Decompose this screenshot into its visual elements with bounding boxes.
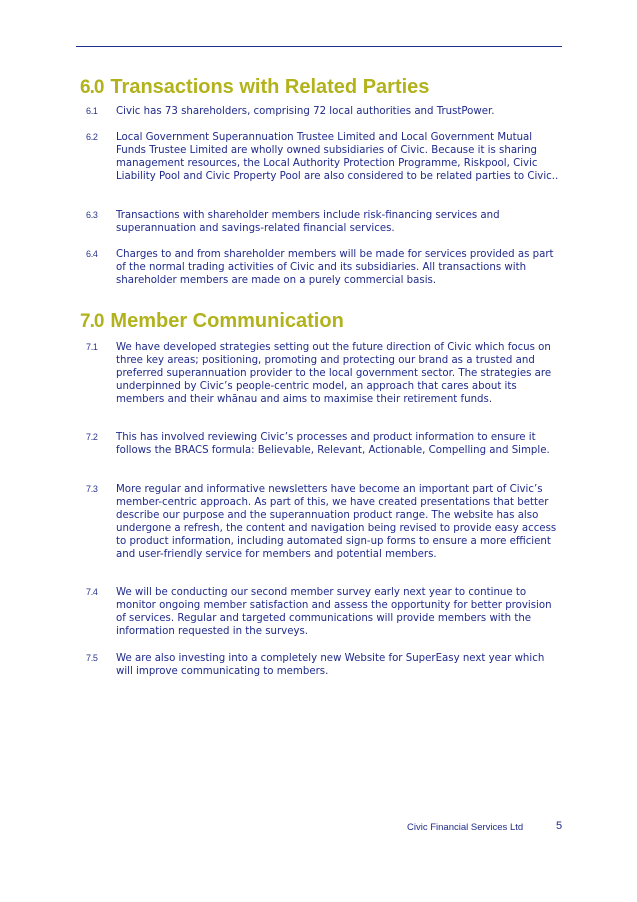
- paragraph-number: 7.3: [86, 484, 98, 494]
- footer-organisation: Civic Financial Services Ltd: [407, 822, 524, 833]
- paragraph-text: Local Government Superannuation Trustee Limited and Local Government Mutual Funds Trustee Limited are wholly owned subsidiaries of Civic. Because it is sharing management resources, the Local Authority Protection Programme, Riskpool, Civic Liability Pool and Civic Property Pool are also considered to be related parties to Civic..: [116, 132, 559, 182]
- paragraph-text: This has involved reviewing Civic’s processes and product information to ensure it follows the BRACS formula: Believable, Relevant, Actionable, Compelling and Simple.: [116, 432, 550, 456]
- page-number: 5: [556, 820, 563, 832]
- paragraph-number: 6.1: [86, 106, 98, 116]
- section-title: Member Communication: [110, 310, 344, 332]
- section-heading: [80, 310, 344, 333]
- paragraph-text: We have developed strategies setting out the future direction of Civic which focus on three key areas; positioning, promoting and protecting our brand as a trusted and preferred superannuation provider to the local government sector. The strategies are underpinned by Civic’s people-centric model, an approach that cares about its members and their whānau and aims to maximise their retirement funds.: [116, 342, 552, 405]
- paragraph-number: 7.1: [86, 342, 98, 352]
- paragraph-text: We will be conducting our second member survey early next year to continue to monitor ongoing member satisfaction and assess the opportunity for better provision of services. Regular and targeted communications will provide members with the information requested in the surveys.: [116, 587, 552, 637]
- paragraph-text: Civic has 73 shareholders, comprising 72 local authorities and TrustPower.: [116, 106, 495, 117]
- paragraph-text: We are also investing into a completely new Website for SuperEasy next year which will improve communicating to members.: [116, 653, 545, 677]
- section-title: Transactions with Related Parties: [110, 76, 430, 98]
- paragraph-text: More regular and informative newsletters have become an important part of Civic’s member-centric approach. As part of this, we have created presentations that better describe our purpose and the superannuation product range. The website has also undergone a refresh, the content and navigation being revised to provide easy access to product information, including automated sign-up forms to ensure a more efficient and user-friendly service for members and potential members.: [116, 484, 557, 560]
- paragraph-text: Charges to and from shareholder members will be made for services provided as part of the normal trading activities of Civic and its subsidiaries. All transactions with shareholder members are made on a purely commercial basis.: [116, 249, 554, 286]
- paragraph-number: 6.4: [86, 249, 98, 259]
- section-number: 6.0: [80, 77, 104, 98]
- paragraph-number: 7.2: [86, 432, 98, 442]
- header-rule: [76, 46, 562, 47]
- paragraph-number: 7.5: [86, 653, 98, 663]
- paragraph-text: Transactions with shareholder members include risk-financing services and superannuation and savings-related financial services.: [116, 210, 500, 234]
- paragraph-number: 6.2: [86, 132, 98, 142]
- paragraph-number: 7.4: [86, 587, 98, 597]
- section-heading: [80, 76, 429, 99]
- section-number: 7.0: [80, 311, 104, 332]
- paragraph-number: 6.3: [86, 210, 98, 220]
